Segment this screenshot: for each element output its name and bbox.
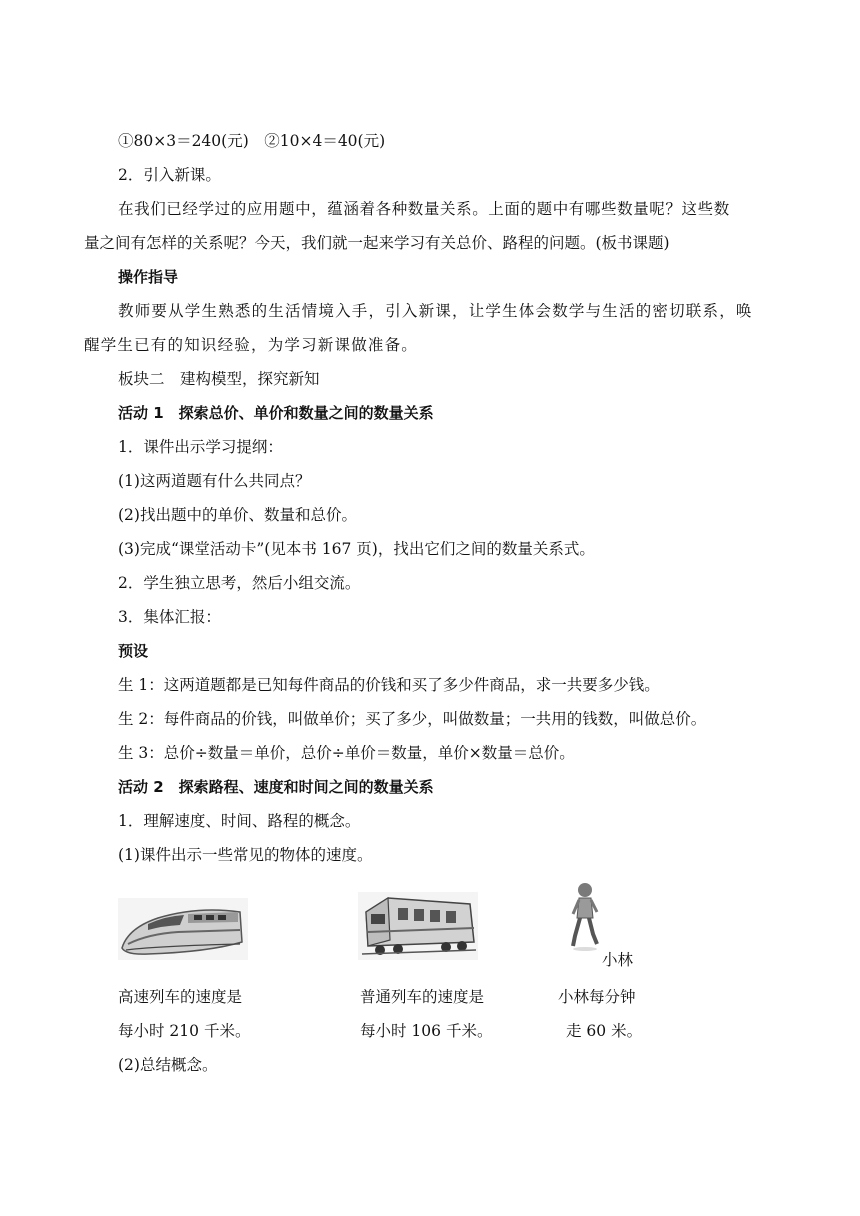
activity1-step: 3．集体汇报： <box>118 608 221 626</box>
activity1-step: 2．学生独立思考，然后小组交流。 <box>118 574 361 592</box>
activity1-question: (2)找出题中的单价、数量和总价。 <box>118 506 357 524</box>
figure-caption: 小林每分钟 <box>558 988 636 1006</box>
figure-caption: 每小时 106 千米。 <box>360 1022 493 1040</box>
preset-heading: 预设 <box>118 642 149 660</box>
activity2-title: 活动 2 探索路程、速度和时间之间的数量关系 <box>118 778 434 796</box>
high-speed-train-icon <box>118 898 248 960</box>
paragraph-line: 量之间有怎样的关系呢？今天，我们就一起来学习有关总价、路程的问题。(板书课题) <box>84 234 670 252</box>
guide-line: 醒学生已有的知识经验，为学习新课做准备。 <box>84 336 419 354</box>
section-title: 板块二 建构模型，探究新知 <box>118 370 320 388</box>
activity2-step: 1．理解速度、时间、路程的概念。 <box>118 812 361 830</box>
figure-caption: 走 60 米。 <box>566 1022 643 1040</box>
person-name-label: 小林 <box>602 951 634 969</box>
train-icon <box>358 892 478 960</box>
walking-person-icon <box>567 880 603 952</box>
activity1-step: 1．课件出示学习提纲： <box>118 438 283 456</box>
activity1-title: 活动 1 探索总价、单价和数量之间的数量关系 <box>118 404 434 422</box>
student-answer: 生 3：总价÷数量＝单价，总价÷单价＝数量，单价×数量＝总价。 <box>118 744 575 762</box>
step-intro-new-lesson: 2．引入新课。 <box>118 166 221 184</box>
guide-heading: 操作指导 <box>118 268 179 286</box>
figure-caption: 每小时 210 千米。 <box>118 1022 251 1040</box>
figure-caption: 高速列车的速度是 <box>118 988 243 1006</box>
activity2-question: (2)总结概念。 <box>118 1056 218 1074</box>
guide-line: 教师要从学生熟悉的生活情境入手，引入新课，让学生体会数学与生活的密切联系，唤 <box>118 302 753 320</box>
activity1-question: (3)完成“课堂活动卡”(见本书 167 页)，找出它们之间的数量关系式。 <box>118 540 595 558</box>
paragraph-line: 在我们已经学过的应用题中，蕴涵着各种数量关系。上面的题中有哪些数量呢？这些数 <box>118 200 730 218</box>
figure-caption: 普通列车的速度是 <box>360 988 485 1006</box>
student-answer: 生 2：每件商品的价钱，叫做单价；买了多少，叫做数量；一共用的钱数，叫做总价。 <box>118 710 707 728</box>
calc-line: ①80×3＝240(元) ②10×4＝40(元) <box>118 132 386 150</box>
student-answer: 生 1：这两道题都是已知每件商品的价钱和买了多少件商品，求一共要多少钱。 <box>118 676 660 694</box>
activity2-question: (1)课件出示一些常见的物体的速度。 <box>118 846 373 864</box>
activity1-question: (1)这两道题有什么共同点？ <box>118 472 311 490</box>
